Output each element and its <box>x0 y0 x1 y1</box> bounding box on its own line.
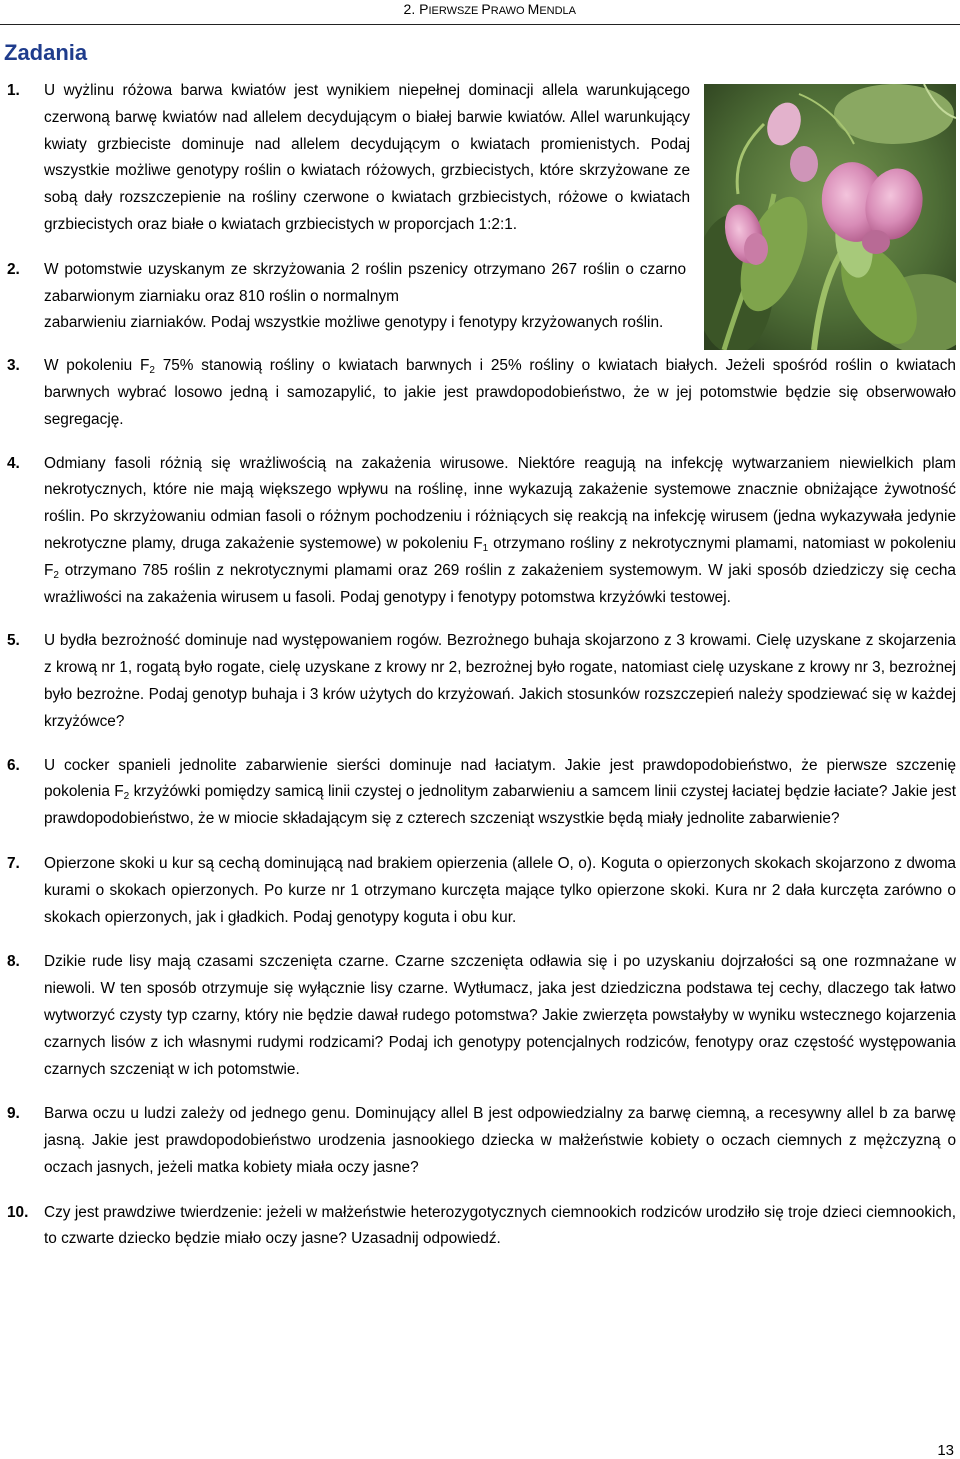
task-item <box>0 451 960 612</box>
task-number: 10. <box>7 1203 29 1221</box>
task-number: 6. <box>7 756 20 774</box>
task-text: W pokoleniu $F_2$ 75% stanowią rośliny o kwiatach barwnych i 25% rośliny o kwiatach białych. Jeżeli spośród roślin o kwiatach barwnych wybrać losowo jedną i samozapylić, to jakie jest prawdopodobieństwo, że w jej potomstwie będzie się obserwowało segregację. <box>44 357 956 428</box>
task-number: 5. <box>7 632 20 650</box>
task-text: U cocker spanieli jednolite zabarwienie sierści dominuje nad łaciatym. Jakie jest prawdopodobieństwo, że pierwsze szczenię pokolenia $F_2$ krzyżówki pomiędzy samicą linii czystej o jednolitym zabarwieniu a samcem linii czystej łaciatej będzie łaciate? Jakie jest prawdopodobieństwo, że w miocie składającym się z czterech szczeniąt wszystkie będą miały jednolite zabarwienie? <box>44 756 956 828</box>
task-item <box>0 949 960 1083</box>
page-number: 13 <box>937 1442 954 1459</box>
task-number: 4. <box>7 454 20 472</box>
task-list <box>0 78 960 1253</box>
task-text: zabarwieniu ziarniaków. Podaj wszystkie możliwe genotypy i fenotypy krzyżowanych roślin. <box>44 314 664 332</box>
task-number: 9. <box>7 1105 20 1123</box>
task-item <box>0 1200 960 1254</box>
task-item <box>0 353 960 433</box>
task-text: Dzikie rude lisy mają czasami szczenięta czarne. Czarne szczenięta odławia się i po uzyskaniu dojrzałości są one rozmnażane w niewoli. W ten sposób otrzymuje się wyłącznie lisy czarne. Wytłumacz, jaka jest dziedziczna podstawa tej cechy, dlaczego tak łatwo wytworzyć czysty typ czarny, który nie będzie dawał rudego potomstwa? Jakie zwierzęta powstałyby w wyniku wstecznego kojarzenia czarnych lisów z ich własnymi rudymi rodzicami? Podaj ich genotypy potencjalnych rodziców, fenotypy oraz częstość występowania czarnych szczeniąt w ich potomstwie. <box>44 953 956 1078</box>
task-text: Czy jest prawdziwe twierdzenie: jeżeli w małżeństwie heterozygotycznych ciemnookich rodziców urodziło się troje dzieci ciemnookich, to czwarte dziecko będzie miało oczy jasne? Uzasadnij odpowiedź. <box>44 1203 956 1248</box>
task-item <box>0 628 960 735</box>
task-text: Odmiany fasoli różnią się wrażliwością na zakażenia wirusowe. Niektóre reagują na infekcję wytwarzaniem niewielkich plam nekrotycznych, które nie mają większego wpływu na roślinę, inne wykazują zakażenie systemowe znacznie obniżające żywotność roślin. Po skrzyżowaniu odmian fasoli o różnym pochodzeniu i różniących się reakcją na infekcję wirusem (jedna wykazywała jedynie nekrotyczne plamy, druga zakażenie systemowe) w pokoleniu $F_1$ otrzymano rośliny z nekrotycznymi plamami, natomiast w pokoleniu $F_2$ otrzymano 785 roślin z nekrotycznymi plamami oraz 269 roślin z zakażeniem systemowym. W jaki sposób dziedziczy się cecha wrażliwości na zakażenia wirusem u fasoli. Podaj genotypy i fenotypy potomstwa krzyżówki testowej. <box>44 454 956 606</box>
task-number: 7. <box>7 854 20 872</box>
task-text: Opierzone skoki u kur są cechą dominującą nad brakiem opierzenia (allele O, o). Koguta o opierzonych skokach skojarzono z dwoma kurami o skokach opierzonych. Po kurze nr 1 otrzymano kurczęta mające tylko opierzone skoki. Kura nr 2 dała kurczęta zarówno o skokach opierzonych, jak i gładkich. Podaj genotypy koguta i obu kur. <box>44 854 956 926</box>
task-number: 8. <box>7 953 20 971</box>
task-item <box>0 753 960 833</box>
task-item <box>0 1101 960 1181</box>
header-rule <box>0 24 960 25</box>
task-item <box>0 851 960 931</box>
chapter-header: 2. PIERWSZE PRAWO MENDLA <box>403 1 576 17</box>
task-text: W potomstwie uzyskanym ze skrzyżowania 2 roślin pszenicy otrzymano 267 roślin o czarno zabarwionym ziarniaku oraz 810 roślin o normalnym <box>44 260 686 305</box>
task-item <box>0 78 960 239</box>
task-number: 2. <box>7 260 20 278</box>
task-item <box>0 257 960 337</box>
section-title: Zadania <box>4 40 88 65</box>
task-text: U bydła bezrożność dominuje nad występowaniem rogów. Bezrożnego buhaja skojarzono z 3 krowami. Cielę uzyskane z skojarzenia z krową nr 1, rogatą było rogate, cielę uzyskane z krowy nr 2, bezrożnej było rogate, natomiast cielę uzyskane z krowy nr 3, bezrożnej było bezrożne. Podaj genotyp buhaja i 3 krów użytych do krzyżowań. Jakich stosunków rozszczepień należy spodziewać się w każdej krzyżówce? <box>44 632 956 730</box>
task-number: 3. <box>7 357 20 375</box>
task-text: U wyżlinu różowa barwa kwiatów jest wynikiem niepełnej dominacji allela warunkującego czerwoną barwę kwiatów nad allelem decydującym o białej barwie kwiatów. Allel warunkujący kwiaty grzbieciste dominuje nad allelem decydującym o kwiatach promienistych. Podaj wszystkie możliwe genotypy roślin o kwiatach różowych, grzbiecistych, które skrzyżowane ze sobą dały rozszczepienie na rośliny czerwone o kwiatach grzbiecistych, różowe o kwiatach grzbiecistych oraz białe o kwiatach grzbiecistych w proporcjach 1:2:1. <box>44 82 690 233</box>
task-number: 1. <box>7 82 20 99</box>
task-text: Barwa oczu u ludzi zależy od jednego genu. Dominujący allel B jest odpowiedzialny za barwę ciemną, a recesywny allel b za barwę jasną. Jakie jest prawdopodobieństwo urodzenia jasnookiego dziecka w małżeństwie kobiety o oczach ciemnych z mężczyzną o oczach jasnych, jeżeli matka kobiety miała oczy jasne? <box>44 1105 956 1176</box>
